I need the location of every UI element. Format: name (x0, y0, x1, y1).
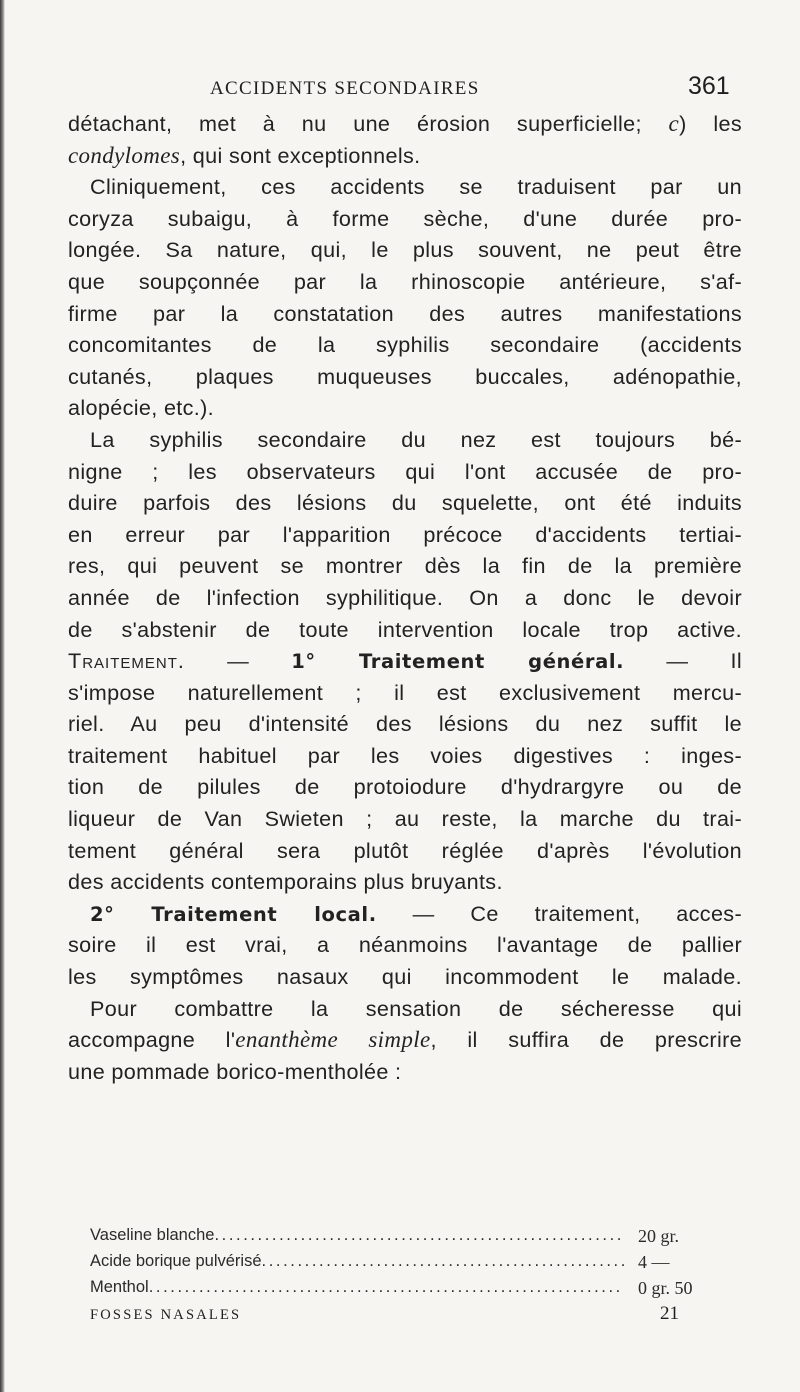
ingredient-quantity: 20 gr. (638, 1226, 680, 1246)
text-line: nigne ; les observateurs qui l'ont accusée de pro- (68, 458, 742, 484)
section-title: Traitement. (68, 648, 185, 674)
text-line: longée. Sa nature, qui, le plus souvent, ne peut être (68, 237, 742, 263)
text-line: firme par la constatation des autres manifestations (68, 300, 742, 326)
text-line: accompagne l'enanthème simple, il suffira de prescrire (68, 1027, 742, 1053)
text-line: détachant, met à nu une érosion superficielle; c) les (68, 111, 742, 136)
page-number: 361 (688, 72, 730, 100)
prescription-row (90, 1278, 730, 1304)
text-line: liqueur de Van Swieten ; au reste, la marche du trai- (68, 806, 742, 832)
text-line: res, qui peuvent se montrer dès la fin de la première (68, 553, 742, 579)
text-line: riel. Au peu d'intensité des lésions du nez suffit le (68, 711, 742, 737)
prescription-row (90, 1226, 730, 1252)
running-title: ACCIDENTS SECONDAIRES (210, 78, 480, 99)
page-edge (0, 0, 5, 1392)
text-line: s'impose naturellement ; il est exclusivement mercu- (68, 679, 742, 705)
ingredient-quantity: 0 gr. 50 (638, 1278, 693, 1298)
ingredient-name: Acide borique pulvérisé................................................... (90, 1252, 628, 1270)
section-heading-line: 2° Traitement local. — Ce traitement, acces- (90, 900, 742, 926)
footer-signature-title: FOSSES NASALES (90, 1307, 242, 1323)
text-line: La syphilis secondaire du nez est toujours bé- (90, 426, 742, 452)
text-line: Cliniquement, ces accidents se traduisent par un (90, 174, 742, 200)
text-line: coryza subaigu, à forme sèche, d'une durée pro- (68, 205, 742, 231)
text-line: les symptômes nasaux qui incommodent le malade. (68, 964, 742, 990)
prescription-list (90, 1226, 730, 1304)
subsection-title: 1° Traitement général. (291, 650, 625, 674)
text-line: de s'abstenir de toute intervention locale trop active. (68, 616, 742, 642)
ingredient-name: Menthol.................................................................. (90, 1278, 623, 1296)
text-line: Pour combattre la sensation de sécheresse qui (90, 995, 742, 1021)
footer-signature-number: 21 (660, 1303, 679, 1324)
text-line: duire parfois des lésions du squelette, ont été induits (68, 490, 742, 516)
prescription-row (90, 1252, 730, 1278)
text-line: une pommade borico-mentholée : (68, 1058, 402, 1084)
body-text (68, 108, 742, 1087)
text-line: que soupçonnée par la rhinoscopie antérieure, s'af- (68, 268, 742, 294)
ingredient-name: Vaseline blanche......................................................... (90, 1226, 624, 1244)
page-header (0, 72, 800, 112)
page-footer (90, 1303, 730, 1333)
text-line: tement général sera plutôt réglée d'après l'évolution (68, 837, 742, 863)
text-line: cutanés, plaques muqueuses buccales, adénopathie, (68, 363, 742, 389)
text-line: tion de pilules de protoiodure d'hydrargyre ou de (68, 774, 742, 800)
text-line: traitement habituel par les voies digestives : inges- (68, 742, 742, 768)
text-line: condylomes, qui sont exceptionnels. (68, 142, 421, 168)
section-heading-line: Traitement. — 1° Traitement général. — Il (68, 648, 743, 674)
text-line: année de l'infection syphilitique. On a donc le devoir (68, 584, 742, 610)
text-line: soire il est vrai, a néanmoins l'avantage de pallier (68, 932, 742, 958)
subsection-title: 2° Traitement local. (90, 902, 377, 926)
text-line: concomitantes de la syphilis secondaire (accidents (68, 332, 742, 358)
ingredient-quantity: 4 — (638, 1252, 670, 1272)
text-line: des accidents contemporains plus bruyants. (68, 869, 503, 895)
text-line: alopécie, etc.). (68, 395, 215, 421)
text-line: en erreur par l'apparition précoce d'accidents tertiai- (68, 521, 742, 547)
